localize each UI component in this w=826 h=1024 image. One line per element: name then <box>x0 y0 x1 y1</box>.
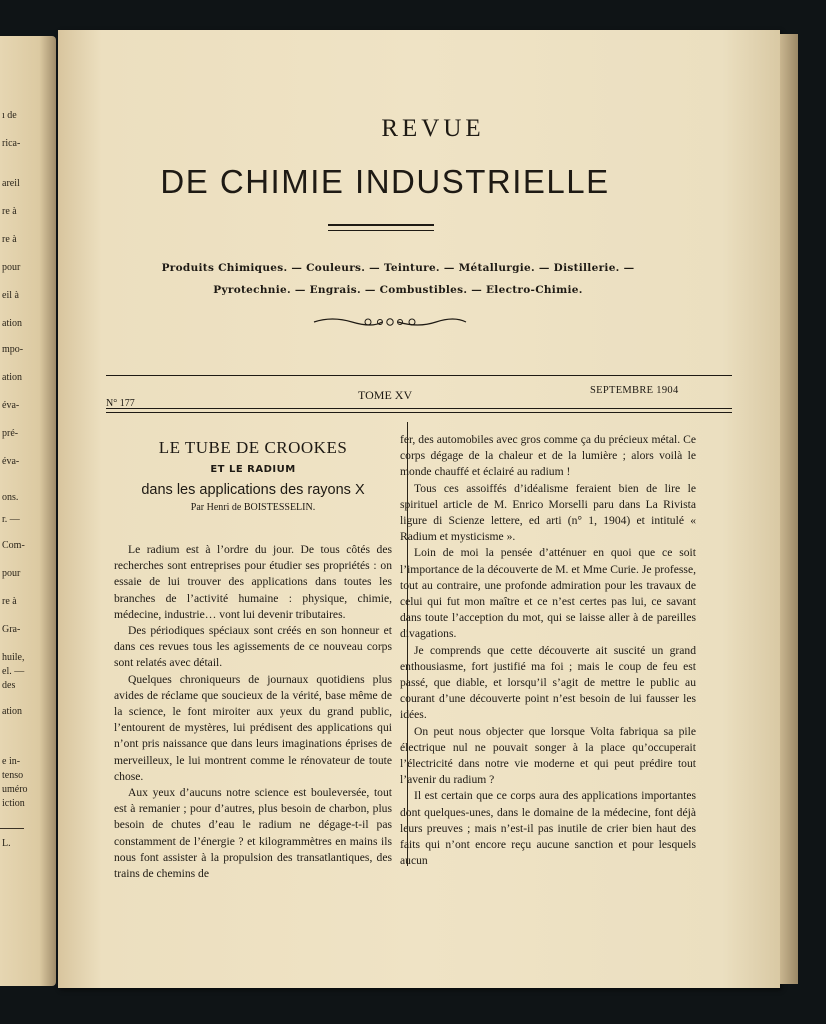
margin-fragment: re à <box>2 234 17 245</box>
margin-fragment: eil à <box>2 290 19 301</box>
margin-fragment: des <box>2 680 16 691</box>
margin-fragment: Gra- <box>2 624 21 635</box>
subjects-line-1: Produits Chimiques. — Couleurs. — Teinture. — Métallurgie. — Distillerie. — <box>161 262 635 274</box>
margin-fragment: L. <box>2 838 11 849</box>
margin-fragment: pour <box>2 262 21 273</box>
margin-fragment: e in- <box>2 756 21 767</box>
margin-fragment: re à <box>2 596 17 607</box>
paragraph: Loin de moi la pensée d’atténuer en quoi que ce soit l’importance de la découverte de M. et Mme Curie. Je professe, tout au contraire, une profonde admiration pour les travaux de celui qui fut mon maître et ce n’est certes pas lui, ce savant dans toute l’acception du mot, qui se laisse aller à de pareilles divagations. <box>400 546 696 641</box>
margin-fragment: r. — <box>2 514 20 525</box>
header-rule-top <box>106 375 732 376</box>
margin-fragment: ation <box>2 706 22 717</box>
paragraph: Tous ces assoiffés d’idéalisme feraient bien de lire le spirituel article de M. Enrico Morselli paru dans La Rivista ligure di Scienze lettere, ed arti (n° 1, 1904) et intitulé « Radium et mysticisme ». <box>400 481 696 544</box>
left-column <box>114 542 392 882</box>
margin-fragment: pré- <box>2 428 19 439</box>
margin-fragment: el. — <box>2 666 25 677</box>
paragraph: Il est certain que ce corps aura des applications importantes dont quelques-unes, dans le domaine de la médecine, font déjà leurs preuves ; mais n’est-il pas inutile de crier bien haut des faits qui n’ont encore reçu aucune sanction et pour lesquels aucun <box>400 789 696 868</box>
margin-rule <box>0 828 24 829</box>
paragraph: Aux yeux d’aucuns notre science est bouleversée, tout est à remanier ; pour d’autres, plus besoin de charbon, plus besoin de chutes d’eau le radium ne dégage-t-il pas constamment de l’énergie ? et kilogrammètres en mains ils nous font assister à la propulsion des transatlantiques, des trains de chemins de <box>114 786 392 881</box>
title-rule <box>328 224 434 231</box>
page-block-edge <box>780 34 798 984</box>
margin-fragment: ons. <box>2 492 19 503</box>
paragraph: On peut nous objecter que lorsque Volta fabriqua sa pile électrique nul ne pouvait songer à la place qu’occuperait l’électricité dans notre vie moderne et qui peut prédire tout l’avenir du radium ? <box>400 724 696 787</box>
margin-fragment: éva- <box>2 400 20 411</box>
margin-fragment: éva- <box>2 456 20 467</box>
ornament-flourish-icon <box>312 314 468 330</box>
issue-tome: TOME XV <box>358 388 413 402</box>
journal-page <box>58 30 780 988</box>
margin-fragment: huile, <box>2 652 25 663</box>
subjects-line-2: Pyrotechnie. — Engrais. — Combustibles. — Electro-Chimie. <box>213 284 583 296</box>
paragraph: Je comprends que cette découverte ait suscité un grand enthousiasme, fort justifié ma foi ; mais le coup de feu est passé, que diable, et lorsqu’il s’agit de mettre le public au courant d’une découverte point n’est besoin de lui fausser les idées. <box>400 643 696 722</box>
masthead-title: DE CHIMIE INDUSTRIELLE <box>160 163 610 200</box>
right-column <box>400 432 696 869</box>
margin-fragment: rica- <box>2 138 21 149</box>
header-rule-bottom <box>106 408 732 413</box>
article-byline: Par Henri de BOISTESSELIN. <box>190 502 316 513</box>
margin-fragment: areil <box>2 178 20 189</box>
margin-fragment: ation <box>2 372 22 383</box>
margin-fragment: ı de <box>2 110 17 121</box>
previous-page-edge <box>0 36 56 986</box>
paragraph: Des périodiques spéciaux sont créés en son honneur et dans ces revues tous les agissements de ce nouveau corps sont relatés avec détail. <box>114 624 392 670</box>
paragraph: Quelques chroniqueurs de journaux quotidiens plus avides de réclame que soucieux de la vérité, base même de la science, le font miroiter aux yeux du grand public, l’entourent de mystères, lui prédisent des applications qui n’ont pris naissance que dans leurs imaginations éprises de merveilleux, le lui montrent comme le rénovateur de toute chose. <box>114 672 392 783</box>
paragraph: fer, des automobiles avec gros comme ça du précieux métal. Ce corps dégage de la chaleur et de la lumière ; alors voilà le monde chauffé et éclairé au radium ! <box>400 433 696 479</box>
issue-date: SEPTEMBRE 1904 <box>590 385 679 396</box>
paragraph: Le radium est à l’ordre du jour. De tous côtés des recherches sont entreprises pour étudier ses propriétés : on essaie de lui trouver des applications dans toutes les branches de l’activité humaine : physique, chimie, médecine, industrie… vont lui devenir tributaires. <box>114 543 392 621</box>
margin-fragment: mpo- <box>2 344 24 355</box>
margin-fragment: pour <box>2 568 21 579</box>
margin-fragment: re à <box>2 206 17 217</box>
margin-fragment: ation <box>2 318 22 329</box>
issue-number: N° 177 <box>106 398 135 409</box>
margin-fragment: uméro <box>2 784 28 795</box>
masthead-revue: REVUE <box>381 115 485 142</box>
margin-fragment: tenso <box>2 770 24 781</box>
margin-fragment: Com- <box>2 540 25 551</box>
article-title: LE TUBE DE CROOKES <box>158 438 348 457</box>
article-subtitle-2: dans les applications des rayons X <box>141 482 365 498</box>
article-subtitle: ET LE RADIUM <box>210 464 296 475</box>
margin-fragment: iction <box>2 798 25 809</box>
